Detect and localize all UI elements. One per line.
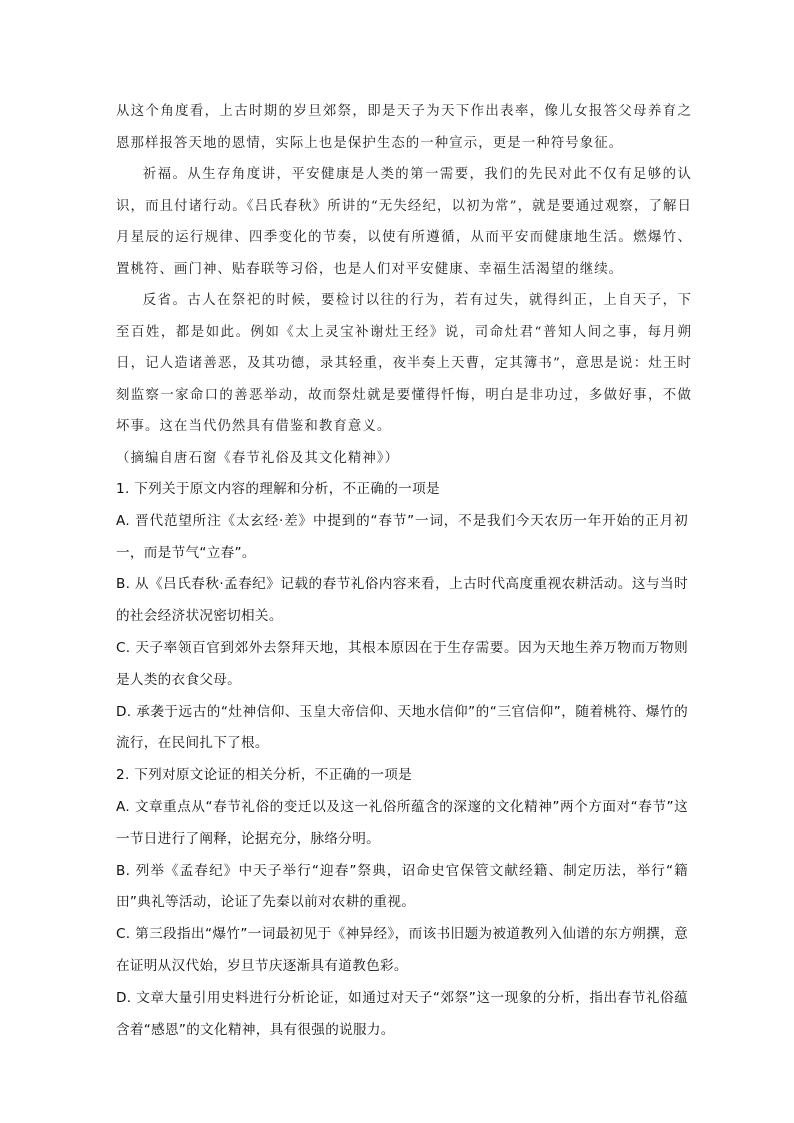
question-2-option-c: C. 第三段指出“爆竹”一词最初见于《神异经》，而该书旧题为被道教列入仙谱的东方朔撰，意在证明从汉代始，岁旦节庆逐渐具有道教色彩。: [116, 926, 688, 974]
question-2-stem: 2. 下列对原文论证的相关分析，不正确的一项是: [116, 767, 413, 784]
question-1: [116, 474, 688, 760]
question-1-stem: 1. 下列关于原文内容的理解和分析，不正确的一项是: [116, 481, 440, 497]
passage-paragraph-1: 从这个角度看，上古时期的岁旦郊祭，即是天子为天下作出表率，像儿女报答父母养育之恩那样报答天地的恩情，实际上也是保护生态的一种宣示，更是一种符号象征。: [116, 104, 692, 151]
passage-paragraph-2: 祈福。从生存角度讲，平安健康是人类的第一需要，我们的先民对此不仅有足够的认识，而且付诸行动。《吕氏春秋》所讲的“无失经纪，以初为常”，就是要通过观察，了解日月星辰的运行规律、四季变化的节奏，以使有所遵循，从而平安而健康地生活。燃爆竹、置桃符、画门神、贴春联等习俗，也是人们对平安健康、幸福生活渴望的继续。: [116, 167, 692, 277]
question-1-option-a: A. 晋代范望所注《太玄经·差》中提到的“春节”一词，不是我们今天农历一年开始的正月初一，而是节气“立春”。: [116, 512, 688, 561]
question-2-option-b: B. 列举《孟春纪》中天子举行“迎春”祭典，诏命史官保管文献经籍、制定历法，举行“籍田”典礼等活动，论证了先秦以前对农耕的重视。: [116, 862, 688, 911]
passage-source-citation: （摘编自唐石窗《春节礼俗及其文化精神》）: [116, 450, 400, 466]
question-2-option-a: A. 文章重点从“春节礼俗的变迁以及这一礼俗所蕴含的深邃的文化精神”两个方面对“春节”这一节日进行了阐释，论据充分，脉络分明。: [116, 798, 688, 847]
question-2-option-d: D. 文章大量引用史料进行分析论证，如通过对天子“郊祭”这一现象的分析，指出春节礼俗蕴含着“感恩”的文化精神，具有很强的说服力。: [116, 989, 688, 1038]
question-1-option-d: D. 承袭于远古的“灶神信仰、玉皇大帝信仰、天地水信仰”的“三官信仰”，随着桃符、爆竹的流行，在民间扎下了根。: [116, 703, 688, 752]
reading-passage: [116, 96, 692, 474]
passage-paragraph-3: 反省。古人在祭祀的时候，要检讨以往的行为，若有过失，就得纠正，上自天子，下至百姓，都是如此。例如《太上灵宝补谢灶王经》说，司命灶君“普知人间之事，每月朔日，记人造诸善恶，及其功德，录其轻重，夜半奏上天曹，定其簿书”，意思是说：灶王时刻监察一家命口的善恶举动，故而祭灶就是要懂得忏悔，明白是非功过，多做好事，不做坏事。这在当代仍然具有借鉴和教育意义。: [116, 293, 692, 434]
question-1-option-b: B. 从《吕氏春秋·孟春纪》记载的春节礼俗内容来看，上古时代高度重视农耕活动。这与当时的社会经济状况密切相关。: [116, 576, 688, 625]
question-section: [116, 474, 688, 1046]
question-1-option-c: C. 天子率领百官到郊外去祭拜天地，其根本原因在于生存需要。因为天地生养万物而万物则是人类的衣食父母。: [116, 639, 688, 688]
question-2: [116, 760, 688, 1046]
